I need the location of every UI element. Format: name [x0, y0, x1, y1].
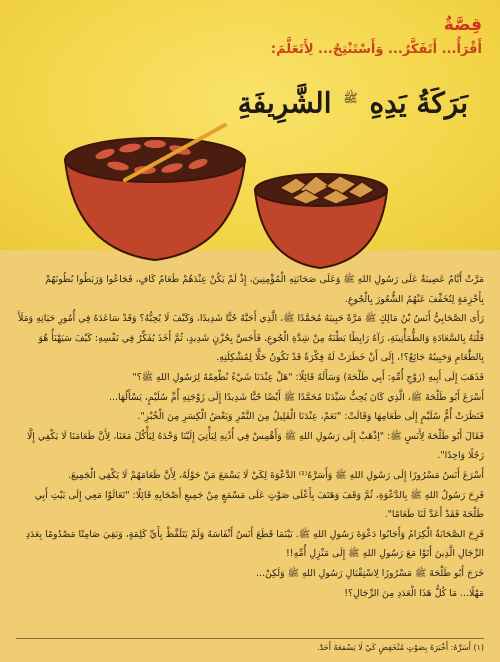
- story-paragraph: أَسْرَعَ أَبُو طَلْحَةَ ﷺ، الَّذِي كَانَ يُحِبُّ سَيِّدَنَا مُحَمَّدًا ﷺ أَيْضًا حُبًّا شَدِيدًا إِلَى زَوْجَتِهِ أُمِّ سُلَيْمٍ، يَسْأَلُهَا...: [109, 391, 484, 403]
- story-paragraph: مَهْلًا... مَا كُلُّ هَذَا الْعَدَدِ مِنَ الرِّجَالِ؟!: [344, 587, 484, 599]
- story-title-end: الشَّرِيفَةِ: [237, 86, 332, 120]
- story-paragraph: فَنَظَرَتْ أُمُّ سُلَيْمٍ إِلَى طَعَامِهَا وَقَالَتْ: "نَعَمْ، عِنْدَنَا الْقَلِيلُ مِنَ التَّمْرِ وَبَعْضُ الْكِسَرِ مِنَ الْخُبْزِ".: [137, 411, 484, 423]
- lesson-subheading: أَقْرَأُ... أَتَفَكَّرُ... وَأَسْتَنْتِجُ... لِأَتَعَلَّمَ:: [270, 42, 482, 57]
- bowls-illustration: [0, 120, 500, 280]
- story-paragraph: فَرِحَ الصَّحَابَةُ الْكِرَامُ وَأَجَابُوا دَعْوَةَ رَسُولِ اللهِ ﷺ. بَيْنَمَا قَطَعَ أَنَسٌ أَنْفَاسَهُ وَلَمْ يَتَلَفَّظْ بِأَيِّ كَلِمَةٍ، وَبَقِيَ صَامِتًا مَصْدُومًا بِعَدَدِ الرِّجَالِ الَّذِينَ أَتَوْا مَعَ رَسُولِ اللهِ ﷺ إِلَى مَنْزِلِ أُمِّهِ!!: [25, 528, 484, 560]
- section-kicker: قِصَّةٌ: [443, 15, 482, 35]
- right-bowl: [255, 174, 387, 268]
- story-title-main: بَرَكَةُ يَدِهِ: [369, 86, 468, 120]
- story-paragraph: أَسْرَعَ أَنَسٌ مَسْرُورًا إِلَى رَسُولِ اللهِ ﷺ وَأَسَرَّهُ⁽¹⁾ الدَّعْوَةَ لِكَيْ لَا يَسْمَعَ مَنْ حَوْلَهُ، لِأَنَّ طَعَامَهُمْ لَا يَكْفِي الْجَمِيعَ.: [67, 469, 484, 481]
- story-title: [12, 80, 468, 121]
- honorific-mark: ﷺ: [343, 91, 358, 105]
- story-paragraph: مَرَّتْ أَيَّامٌ عَصِيبَةٌ عَلَى رَسُولِ اللهِ ﷺ وَعَلَى صَحَابَتِهِ الْمُؤْمِنِينَ، إِذْ لَمْ يَكُنْ عِنْدَهُمْ طَعَامٌ كَافٍ، فَجَاعُوا وَرَبَطُوا بُطُونَهُمْ بِأَحْزِمَةٍ لِتُخَفِّفَ عَنْهُمُ الشُّعُورَ بِالْجُوعِ.: [45, 274, 484, 305]
- story-paragraph: خَرَجَ أَبُو طَلْحَةَ ﷺ مَسْرُورًا لِاسْتِقْبَالِ رَسُولِ اللهِ ﷺ وَلَكِنْ...: [256, 567, 484, 579]
- footnote: (١) أَسَرَّهُ: أَخْبَرَهُ بِصَوْتٍ مُنْخَفِضٍ كَيْ لَا يَسْمَعَهُ أَحَدٌ.: [16, 638, 484, 654]
- story-paragraph: رَأَى الصَّحَابِيُّ أَنَسُ بْنُ مَالِكٍ ﷺ مَرَّةً حَبِيبَهُ مُحَمَّدًا ﷺ، الَّذِي أَحَبَّهُ حُبًّا شَدِيدًا، وَكَيْفَ لَا يُحِبُّهُ؟ وَقَدْ سَاعَدَهُ فِي أُمُورِ حَيَاتِهِ وَمَلَأَ قَلْبَهُ بِالسَّعَادَةِ وَالطُّمَأْنِينَةِ، رَآهُ رَابِطًا بَطْنَهُ مِنْ شِدَّةِ الْجُوعِ، فَأَحَسَّ بِحُزْنٍ شَدِيدٍ، ثُمَّ أَخَذَ يُفَكِّرُ فِي نَفْسِهِ: كَيْفَ سَيَهْنَأُ هُوَ بِالطَّعَامِ وَحَبِيبُهُ جَائِعٌ؟!، إِلَى أَنْ خَطَرَتْ لَهُ فِكْرَةٌ قَدْ تَكُونُ حَلًّا لِمُشْكِلَتِهِ.: [18, 313, 484, 364]
- story-paragraph: فَذَهَبَ إِلَى أَبِيهِ (زَوْجِ أُمِّهِ: أَبِي طَلْحَةَ) وَسَأَلَهُ قَائِلًا: "هَلْ عِنْدَنَا شَيْءٌ نُطْعِمُهُ لِرَسُولِ اللهِ ﷺ؟": [132, 371, 484, 383]
- story-paragraph: فَقَالَ أَبُو طَلْحَةَ لِأَنَسٍ ﷺ: "اِذْهَبْ إِلَى رَسُولِ اللهِ ﷺ وَأَهْمِسْ فِي أُذُنِهِ لِيَأْتِيَ إِلَيْنَا وَحْدَهُ لِيَأْكُلَ مَعَنَا، لِأَنَّ طَعَامَنَا لَا يَكْفِي إِلَّا رَجُلًا وَاحِدًا".: [26, 430, 484, 462]
- left-bowl: [65, 125, 245, 260]
- story-text: [16, 270, 484, 603]
- page-header: [12, 14, 482, 121]
- story-paragraph: فَرِحَ رَسُولُ اللهِ ﷺ بِالدَّعْوَةِ، ثُمَّ وَقَفَ وَهَتَفَ بِأَعْلَى صَوْتٍ عَلَى مَسْمَعٍ مِنْ جَمِيعِ أَصْحَابِهِ قَائِلًا: "تَعَالَوْا مَعِي إِلَى بَيْتِ أَبِي طَلْحَةَ فَقَدْ أَعَدَّ لَنَا طَعَامًا".: [34, 489, 484, 521]
